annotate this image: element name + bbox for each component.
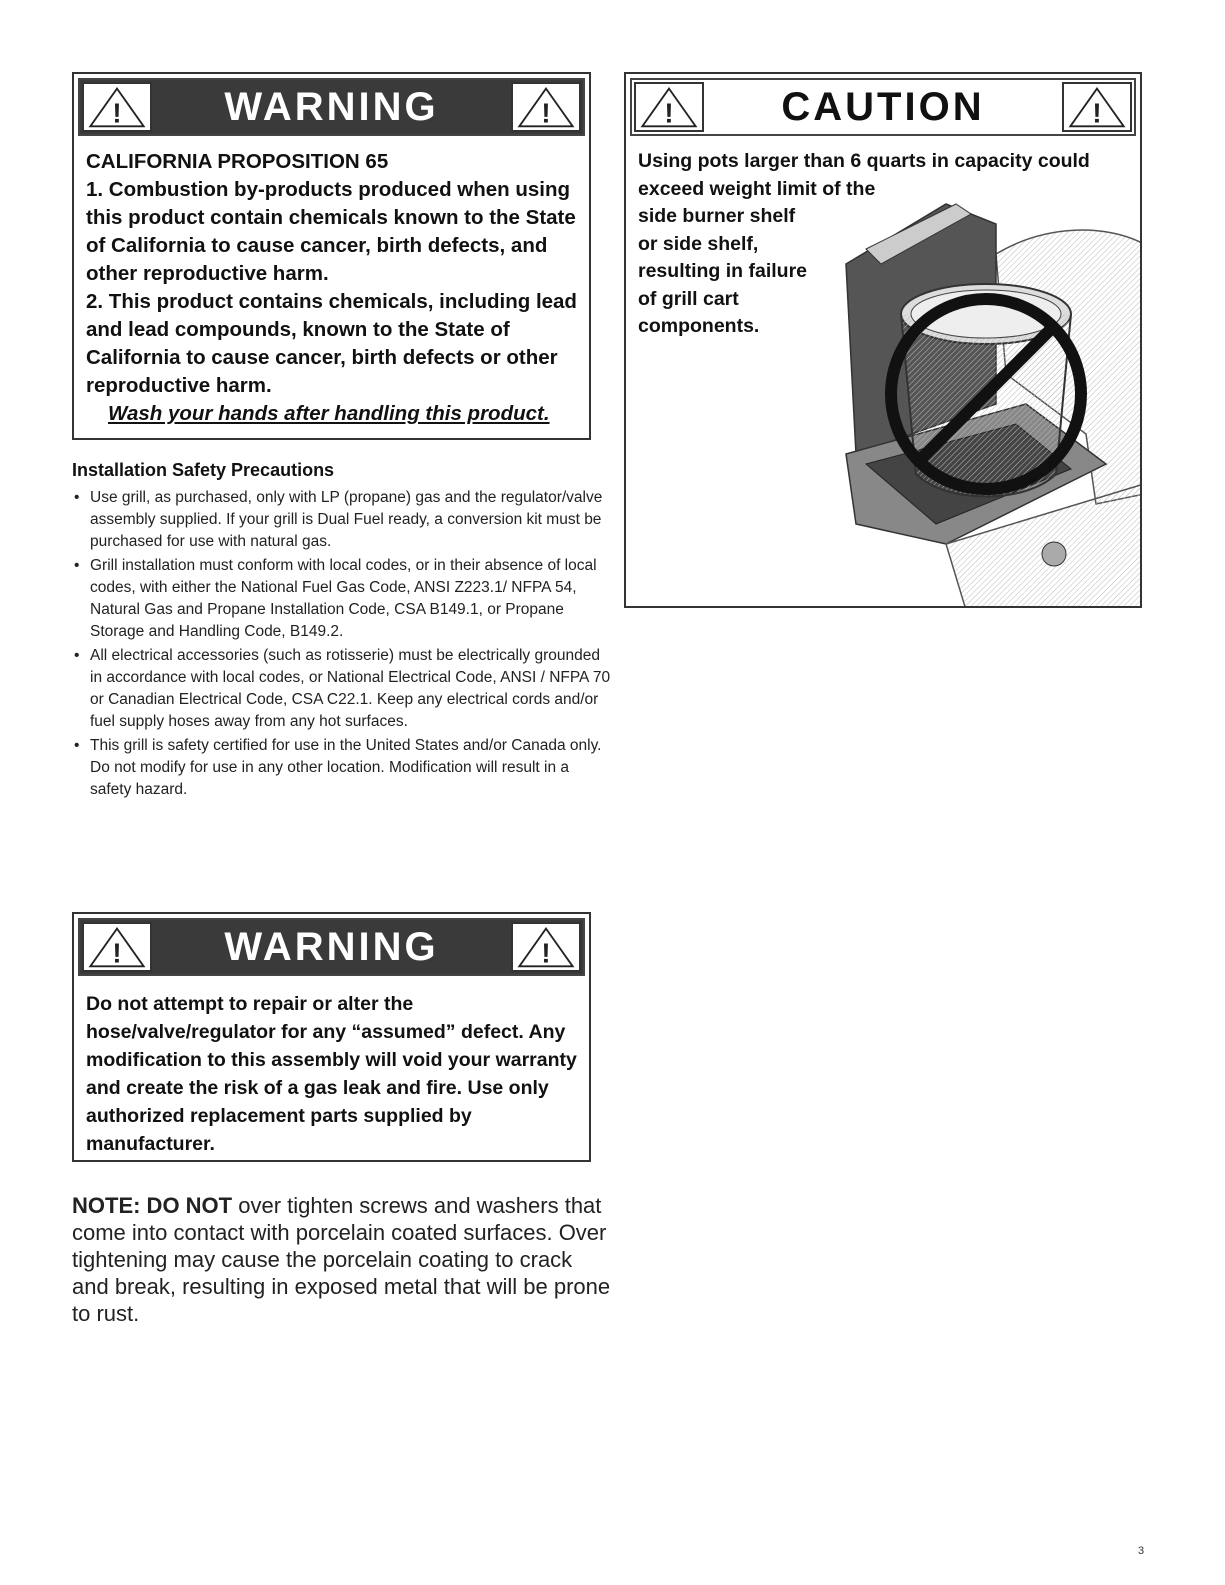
hose-warning-text: Do not attempt to repair or alter the hose/valve/regulator for any “assumed” defect. Any modification to this assembly will void your warranty and create the risk of a gas leak and fire. Use only authorized replacement parts supplied by manufacturer. (86, 993, 577, 1155)
caution-box (624, 72, 1142, 608)
list-item: • Grill installation must conform with local codes, or in their absence of local codes, with either the National Fuel Gas Code, ANSI Z223.1/ NFPA 54, Natural Gas and Propane Installation Code, CSA B149.1, or Propane Storage and Handling Code, B149.2. (72, 555, 612, 643)
installation-safety-section (72, 460, 612, 803)
caution-line-1: Using pots larger than 6 quarts in capacity could (638, 150, 1090, 172)
caution-line-7: components. (638, 315, 760, 337)
warning-triangle-icon (511, 82, 581, 132)
page-number: 3 (1138, 1545, 1145, 1557)
caution-line-6: of grill cart (638, 287, 739, 310)
prop65-footer: Wash your hands after handling this product. (108, 402, 550, 425)
warning-banner (78, 78, 585, 136)
section-title: Installation Safety Precautions (72, 460, 335, 480)
caution-line-4: or side shelf, (638, 232, 759, 255)
svg-text:!: ! (112, 937, 122, 969)
caution-line-3: side burner shelf (638, 205, 796, 227)
prop65-item-2: 2. This product contains chemicals, including lead and lead compounds, known to the State of California to cause cancer, birth defects or other reproductive harm. (86, 290, 577, 397)
svg-text:!: ! (541, 97, 551, 129)
warning-banner (78, 918, 585, 976)
warning-triangle-icon (511, 922, 581, 972)
note-lead: NOTE: DO NOT (72, 1193, 233, 1218)
list-item: • All electrical accessories (such as rotisserie) must be electrically grounded in accordance with local codes, or National Electrical Code, ANSI / NFPA 70 or Canadian Electrical Code, CSA C22.1. Keep any electrical cords and/or fuel supply hoses away from any hot surfaces. (72, 645, 612, 733)
caution-title: CAUTION (781, 85, 985, 129)
caution-line-2: exceed weight limit of the (638, 177, 876, 200)
svg-text:!: ! (112, 97, 122, 129)
prop65-warning-box (72, 72, 591, 440)
caution-line-5: resulting in failure (638, 260, 808, 282)
svg-text:!: ! (1092, 97, 1102, 129)
note-text: over tighten screws and washers that come into contact with porcelain coated surfaces. Over tightening may cause the porcelain coating to crack and break, resulting in exposed metal that will be prone to rust. (72, 1193, 611, 1326)
svg-text:!: ! (664, 97, 674, 129)
warning-triangle-icon (82, 922, 152, 972)
porcelain-note (72, 1192, 612, 1327)
precautions-list (72, 487, 612, 801)
list-item: • This grill is safety certified for use in the United States and/or Canada only. Do not modify for use in any other location. Modification will result in a safety hazard. (72, 735, 612, 801)
warning-triangle-icon (634, 82, 704, 132)
caution-banner (630, 78, 1136, 136)
hose-warning-box (72, 912, 591, 1162)
warning-title: WARNING (224, 85, 439, 129)
list-item: • Use grill, as purchased, only with LP (propane) gas and the regulator/valve assembly supplied. If your grill is Dual Fuel ready, a conversion kit must be purchased for use with natural gas. (72, 487, 612, 553)
svg-text:!: ! (541, 937, 551, 969)
warning-triangle-icon (82, 82, 152, 132)
warning-title: WARNING (224, 925, 439, 969)
prop65-heading: CALIFORNIA PROPOSITION 65 (86, 150, 389, 173)
warning-triangle-icon (1062, 82, 1132, 132)
prop65-item-1: 1. Combustion by-products produced when using this product contain chemicals known to the State of California to cause cancer, birth defects, and other reproductive harm. (86, 178, 576, 285)
